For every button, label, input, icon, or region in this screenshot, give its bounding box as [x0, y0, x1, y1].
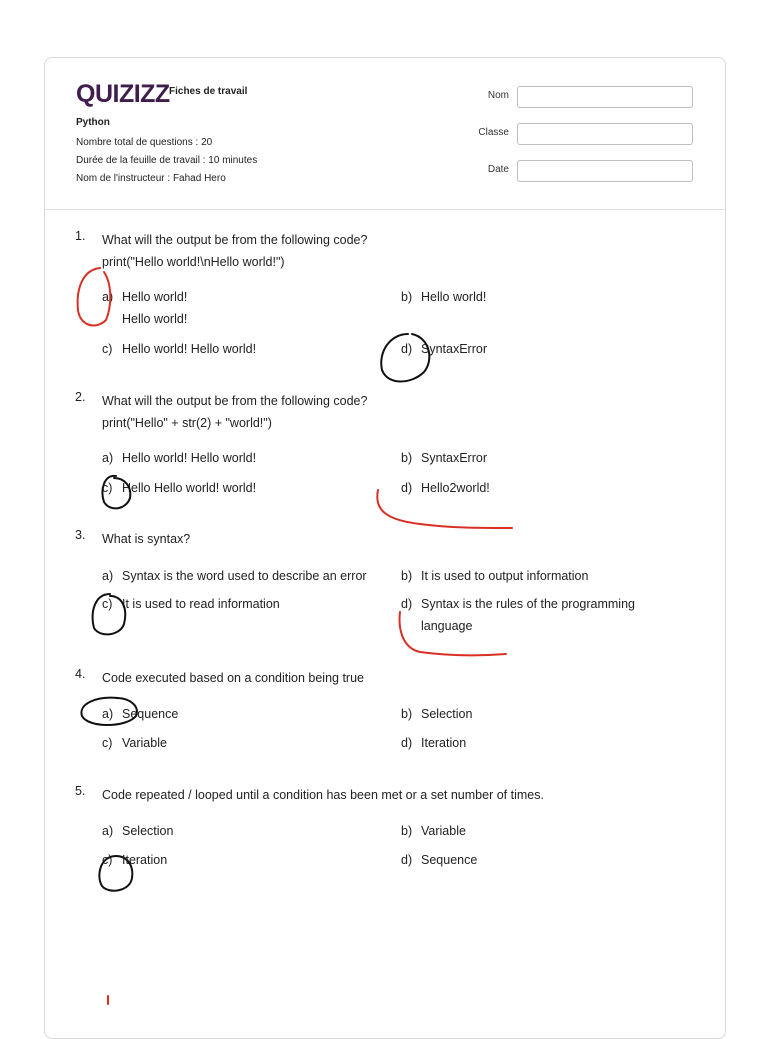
question-number: 5.	[75, 784, 86, 798]
option-4d[interactable]: d) Iteration	[401, 732, 466, 754]
instructor: Nom de l'instructeur : Fahad Hero	[76, 173, 226, 184]
option-text: It is used to output information	[421, 569, 589, 583]
option-text-line2: Hello world!	[122, 312, 188, 326]
option-text: Sequence	[122, 707, 179, 721]
option-text: Selection	[421, 707, 473, 721]
question-text: Code executed based on a condition being true	[102, 671, 364, 685]
name-field[interactable]	[517, 86, 693, 108]
option-5a[interactable]: a) Selection	[102, 820, 173, 842]
option-text: Hello Hello world! world!	[122, 481, 257, 495]
option-text: Hello2world!	[421, 481, 490, 495]
option-text: Sequence	[421, 853, 478, 867]
name-label: Nom	[487, 90, 509, 101]
option-text: Syntax is the rules of the programming	[421, 597, 635, 611]
option-text-line2: language	[421, 619, 473, 633]
option-3a[interactable]: a) Syntax is the word used to describe an error	[102, 565, 367, 587]
class-field[interactable]	[517, 123, 693, 145]
option-1c[interactable]: c) Hello world! Hello world!	[102, 338, 256, 360]
option-text: Selection	[122, 824, 174, 838]
option-text: Syntax is the word used to describe an error	[122, 569, 367, 583]
option-4c[interactable]: c) Variable	[102, 732, 167, 754]
option-5c[interactable]: c) Iteration	[102, 849, 167, 871]
option-text: Variable	[122, 736, 167, 750]
sheet-type: Fiches de travail	[169, 86, 248, 97]
date-field[interactable]	[517, 160, 693, 182]
option-text: Hello world!	[421, 290, 487, 304]
option-3d[interactable]: d) Syntax is the rules of the programming language	[401, 597, 635, 633]
quizizz-logo: QUIZIZZ	[76, 80, 170, 108]
question-number: 3.	[75, 528, 86, 542]
option-text: Hello world!	[122, 290, 188, 304]
option-2a[interactable]: a) Hello world! Hello world!	[102, 447, 256, 469]
option-2b[interactable]: b) SyntaxError	[401, 447, 487, 469]
duration: Durée de la feuille de travail : 10 minutes	[76, 155, 258, 166]
question-code: print("Hello" + str(2) + "world!")	[102, 416, 272, 430]
class-label: Classe	[478, 127, 509, 138]
option-text: Variable	[421, 824, 466, 838]
subject-title: Python	[76, 117, 110, 128]
option-5d[interactable]: d) Sequence	[401, 849, 477, 871]
worksheet-header	[45, 58, 725, 210]
option-text: SyntaxError	[421, 342, 487, 356]
option-text: Iteration	[122, 853, 168, 867]
option-1b[interactable]: b) Hello world!	[401, 286, 486, 308]
option-4b[interactable]: b) Selection	[401, 703, 472, 725]
question-number: 4.	[75, 667, 86, 681]
option-text: It is used to read information	[122, 597, 280, 611]
question-text: Code repeated / looped until a condition has been met or a set number of times.	[102, 788, 544, 802]
option-2c[interactable]: c) Hello Hello world! world!	[102, 477, 256, 499]
option-1a[interactable]: a) Hello world! Hello world!	[102, 290, 188, 326]
question-code: print("Hello world!\nHello world!")	[102, 255, 285, 269]
option-text: SyntaxError	[421, 451, 487, 465]
option-4a[interactable]: a) Sequence	[102, 703, 178, 725]
option-text: Hello world! Hello world!	[122, 342, 257, 356]
question-text: What is syntax?	[102, 532, 191, 546]
option-3b[interactable]: b) It is used to output information	[401, 565, 588, 587]
option-3c[interactable]: c) It is used to read information	[102, 593, 280, 615]
option-1d[interactable]: d) SyntaxError	[401, 338, 487, 360]
option-5b[interactable]: b) Variable	[401, 820, 466, 842]
total-questions: Nombre total de questions : 20	[76, 137, 213, 148]
question-number: 2.	[75, 390, 86, 404]
date-label: Date	[487, 164, 509, 175]
question-text: What will the output be from the following code?	[102, 394, 368, 408]
question-number: 1.	[75, 229, 86, 243]
option-2d[interactable]: d) Hello2world!	[401, 477, 490, 499]
option-text: Iteration	[421, 736, 467, 750]
question-text: What will the output be from the following code?	[102, 233, 368, 247]
option-text: Hello world! Hello world!	[122, 451, 257, 465]
